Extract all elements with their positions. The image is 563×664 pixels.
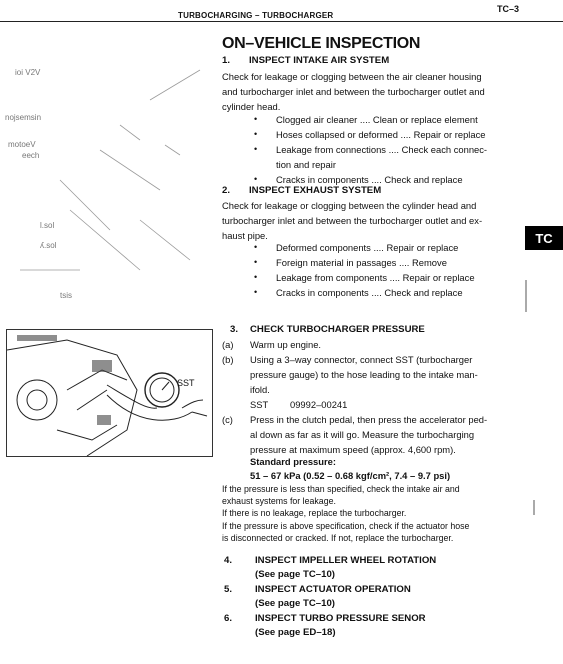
step1-intro <box>222 69 522 114</box>
scan-artifacts <box>520 250 560 650</box>
list-item: • Cracks in components .... Check and replace <box>250 172 528 187</box>
step3-c-line: pressure at maximum speed (approx. 4,600 rpm). <box>250 444 456 455</box>
list-item: • Clogged air cleaner .... Clean or replace element <box>250 112 528 127</box>
step3-b-line: ifold. <box>250 384 270 395</box>
step3-c-text <box>250 412 530 457</box>
figure-box <box>6 329 213 457</box>
step1-bullets <box>250 112 528 187</box>
step4-heading: INSPECT IMPELLER WHEEL ROTATION <box>255 555 437 566</box>
list-item: • Leakage from components .... Repair or replace <box>250 270 528 285</box>
step4-ref: (See page TC–10) <box>255 569 335 580</box>
step1-heading: INSPECT INTAKE AIR SYSTEM <box>249 55 390 66</box>
svg-text:l.sol: l.sol <box>40 221 55 230</box>
list-item: • Foreign material in passages .... Remove <box>250 255 528 270</box>
step3-b-line: Using a 3–way connector, connect SST (turbocharger <box>250 354 473 365</box>
step3-number: 3. <box>230 324 239 335</box>
step6-number: 6. <box>224 613 233 624</box>
step3-heading: CHECK TURBOCHARGER PRESSURE <box>250 324 425 335</box>
page-title: ON–VEHICLE INSPECTION <box>222 35 421 52</box>
step2-intro-line: turbocharger inlet and between the turbocharger outlet and ex- <box>222 215 483 226</box>
sst-label: SST <box>250 399 269 410</box>
step3-notes <box>222 483 522 544</box>
step2-number: 2. <box>222 185 231 196</box>
list-item: • Deformed components .... Repair or replace <box>250 240 528 255</box>
section-tab: TC <box>525 226 563 250</box>
step5-ref: (See page TC–10) <box>255 598 335 609</box>
step2-intro-line: Check for leakage or clogging between the cylinder head and <box>222 200 477 211</box>
svg-text:ʎ.sol: ʎ.sol <box>40 241 57 250</box>
step1-intro-line: and turbocharger inlet and between the turbocharger outlet and <box>222 86 485 97</box>
step3-c-line: Press in the clutch pedal, then press the accelerator ped- <box>250 414 488 425</box>
note-line: exhaust systems for leakage. <box>222 496 336 507</box>
step3-b-text <box>250 352 530 397</box>
step3-a-label: (a) <box>222 339 234 350</box>
step2-intro <box>222 198 522 243</box>
step2-bullets <box>250 240 528 300</box>
note-line: If the pressure is less than specified, check the intake air and <box>222 484 460 494</box>
list-item: • Leakage from connections .... Check each connec- tion and repair <box>250 142 528 172</box>
note-line: is disconnected or cracked. If not, replace the turbocharger. <box>222 532 454 543</box>
step6-ref: (See page ED–18) <box>255 627 336 638</box>
faded-diagram <box>0 30 215 320</box>
list-item: • Hoses collapsed or deformed .... Repair or replace <box>250 127 528 142</box>
note-line: If the pressure is above specification, check if the actuator hose <box>222 520 470 531</box>
step5-number: 5. <box>224 584 233 595</box>
step3-b-line: pressure gauge) to the hose leading to the intake man- <box>250 369 478 380</box>
step6-heading: INSPECT TURBO PRESSURE SENOR <box>255 613 426 624</box>
svg-text:motoeV: motoeV <box>8 140 36 149</box>
step5-heading: INSPECT ACTUATOR OPERATION <box>255 584 411 595</box>
header-rule <box>0 21 563 22</box>
step4-number: 4. <box>224 555 233 566</box>
step1-intro-line: Check for leakage or clogging between the air cleaner housing <box>222 71 482 82</box>
step3-c-line: al down as far as it will go. Measure the turbocharging <box>250 429 475 440</box>
step2-intro-line: haust pipe. <box>222 230 268 241</box>
standard-pressure-value: 51 – 67 kPa (0.52 – 0.68 kgf/cm², 7.4 – 9.7 psi) <box>250 470 451 481</box>
step3-b-label: (b) <box>222 354 234 365</box>
list-item: • Cracks in components .... Check and replace <box>250 285 528 300</box>
section-header: TURBOCHARGING – TURBOCHARGER <box>178 11 334 20</box>
page-number: TC–3 <box>497 4 520 14</box>
sst-number: 09992–00241 <box>290 399 348 410</box>
svg-text:eech: eech <box>22 151 40 160</box>
svg-text:nojsemsin: nojsemsin <box>5 113 42 122</box>
step2-heading: INSPECT EXHAUST SYSTEM <box>249 185 382 196</box>
note-line: If there is no leakage, replace the turbocharger. <box>222 508 407 519</box>
figure-sst-label: SST <box>177 378 195 388</box>
step1-number: 1. <box>222 55 231 66</box>
step1-intro-line: cylinder head. <box>222 101 281 112</box>
turbo-gauge-figure <box>7 330 212 456</box>
step3-a-text: Warm up engine. <box>250 339 322 350</box>
standard-pressure-label: Standard pressure: <box>250 456 336 467</box>
svg-text:ioi V2V: ioi V2V <box>15 68 41 77</box>
svg-text:tsis: tsis <box>60 291 72 300</box>
step3-c-label: (c) <box>222 414 233 425</box>
